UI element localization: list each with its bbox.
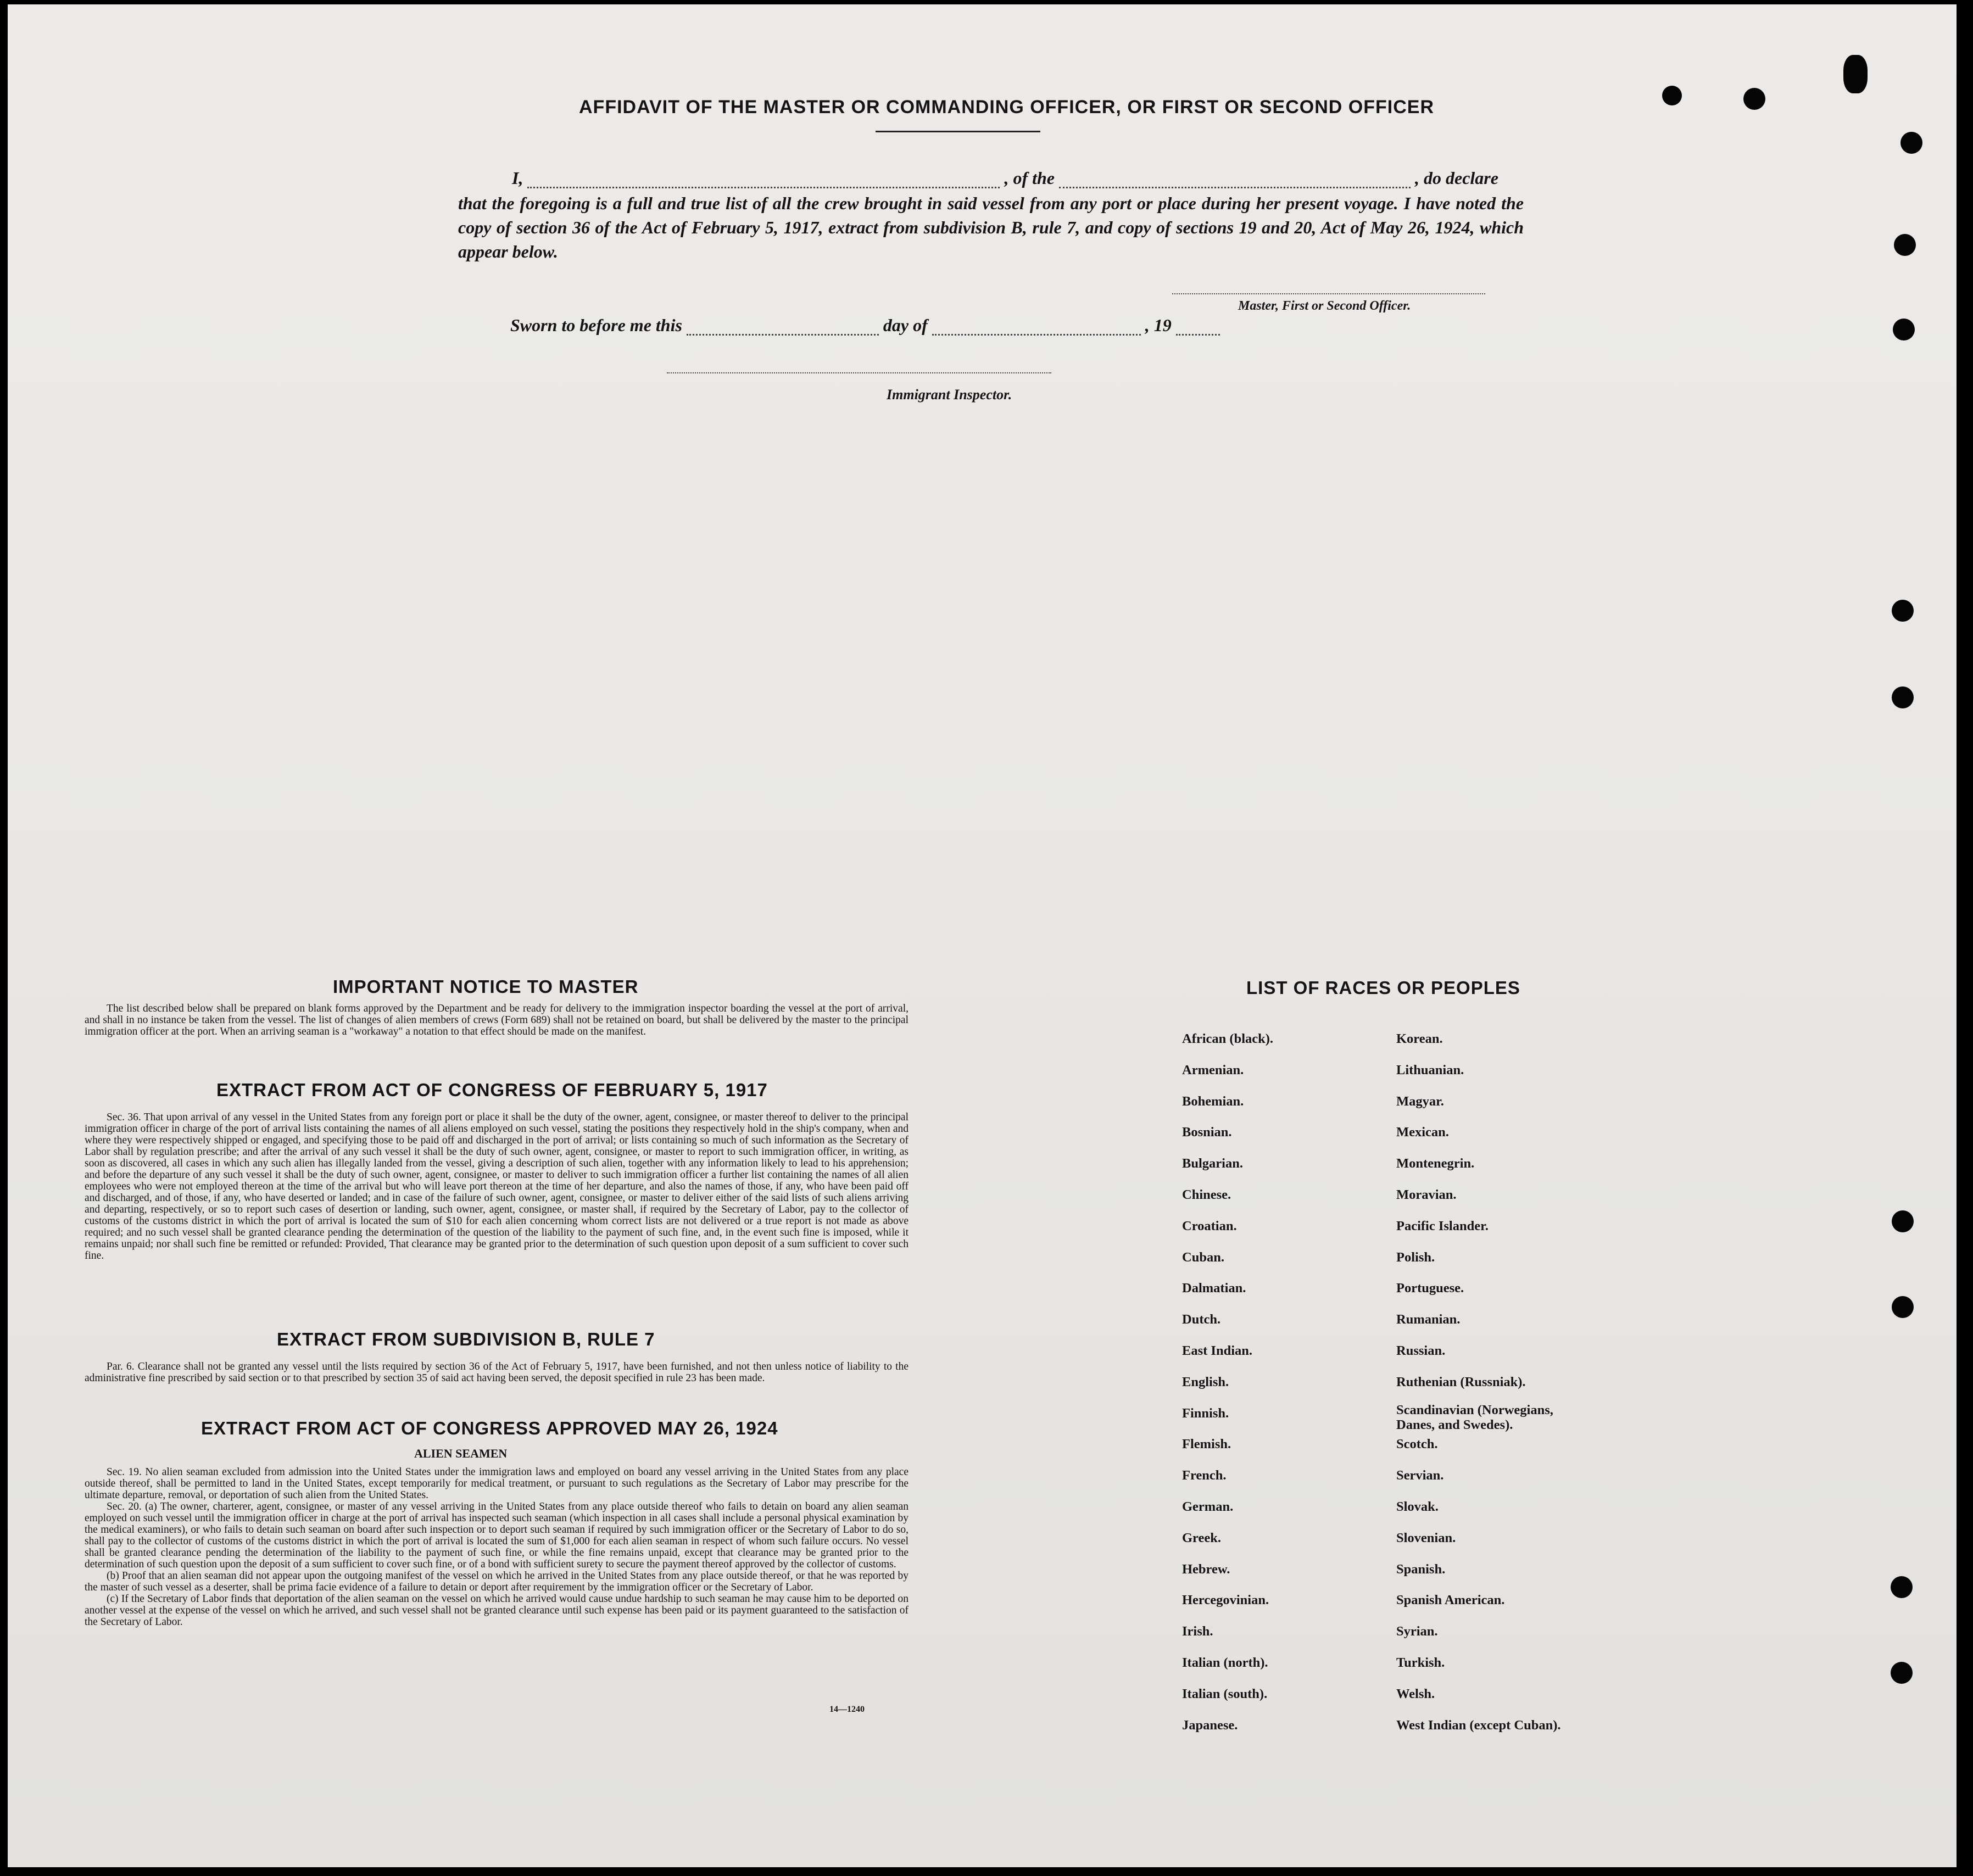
extract-1917-text-block xyxy=(85,1112,909,1261)
race-item: Spanish American. xyxy=(1396,1593,1505,1608)
sec20a-text: Sec. 20. (a) The owner, charterer, agent, consignee, or master of any vessel arriving in the United States from any place outside thereof who fails to detain on board any alien seaman employed on such vessel until the immigration officer in charge at the port of arrival has inspected such seaman (which inspection in all cases shall include a personal physical examination by the medical examiners), or who fails to detain such seaman on board after such inspection or to deport such seaman if required by such immigration officer or the Secretary of Labor to do so, shall pay to the collector of customs of the customs district in which the port of arrival is located the sum of $1,000 for each alien seaman in respect of whom such failure occurs. No vessel shall be granted clearance pending the determination of the liability to the payment of such fine, or while the fine remains unpaid, except that clearance may be granted prior to the determination of such question upon the deposit of a sum sufficient to cover such fine, or of a bond with sufficient surety to secure the payment thereof approved by the collector of customs. xyxy=(85,1501,909,1570)
race-item: Hercegovinian. xyxy=(1182,1593,1269,1608)
race-item: West Indian (except Cuban). xyxy=(1396,1717,1561,1733)
race-item: Polish. xyxy=(1396,1249,1435,1265)
race-item: Turkish. xyxy=(1396,1655,1445,1670)
race-item: Portuguese. xyxy=(1396,1281,1464,1296)
year-label: , 19 xyxy=(1145,315,1172,335)
extract-1917-title: EXTRACT FROM ACT OF CONGRESS OF FEBRUARY 5, 1917 xyxy=(216,1080,768,1100)
notice-title: IMPORTANT NOTICE TO MASTER xyxy=(333,976,639,997)
sec19-text: Sec. 19. No alien seaman excluded from admission into the United States under the immigration laws and employed on board any vessel arriving in the United States from any place outside thereof, shall be permitted to land in the United States, except temporarily for medical treatment, or pursuant to such regulations as the Secretary of Labor may prescribe for the ultimate departure, removal, or deportation of such alien from the United States. xyxy=(85,1466,909,1501)
master-signature-label: Master, First or Second Officer. xyxy=(1238,299,1411,313)
race-item: Spanish. xyxy=(1396,1561,1446,1577)
race-item: Slovak. xyxy=(1396,1499,1439,1514)
race-item: Ruthenian (Russniak). xyxy=(1396,1374,1526,1389)
binder-hole xyxy=(1900,132,1922,154)
race-item: Scotch. xyxy=(1396,1437,1438,1452)
sworn-day-field[interactable] xyxy=(687,322,879,336)
race-item: Bosnian. xyxy=(1182,1125,1232,1140)
form-number: 14—1240 xyxy=(829,1705,865,1714)
binder-hole xyxy=(1891,1662,1913,1684)
extract-1917-text: Sec. 36. That upon arrival of any vessel in the United States from any foreign port or place it shall be the duty of the owner, agent, consignee, or master thereof to deliver to the principal immigration officer in charge of the port of arrival lists containing the names of all aliens employed on such vessel, stating the positions they respectively hold in the ship's company, when and where they were respectively shipped or engaged, and specifying those to be paid off and discharged in the port of arrival; or lists containing so much of such information as the Secretary of Labor shall by regulation prescribe; and after the arrival of any such vessel it shall be the duty of such owner, agent, consignee, or master to report to such immigration officer, in writing, as soon as discovered, all cases in which any such alien has illegally landed from the vessel, giving a description of such alien, together with any information likely to lead to his apprehension; and before the departure of any such vessel it shall be the duty of such owner, agent, consignee, or master to deliver to such immigration officer a further list containing the names of all alien employees who were not employed thereon at the time of the arrival but who will leave port thereon at the time of her departure, and also the names of those, if any, who have been paid off and discharged, and of those, if any, who have deserted or landed; and in case of the failure of such owner, agent, consignee, or master to deliver either of the said lists of such aliens arriving and departing, respectively, or so to report such cases of desertion or landing, such owner, agent, consignee, or master shall, if required by the Secretary of Labor, pay to the collector of customs of the customs district in which the port of arrival is located the sum of $10 for each alien concerning whom correct lists are not delivered or a true report is not made as above required; and no such vessel shall be granted clearance pending the determination of the question of the liability to the payment of such fine, and, in the event such fine is imposed, while it remains unpaid; nor shall such fine be remitted or refunded: Provided, That clearance may be granted prior to the determination of such question upon deposit of a sum sufficient to cover such fine. xyxy=(85,1112,909,1261)
race-item: East Indian. xyxy=(1182,1343,1253,1358)
race-item: Bohemian. xyxy=(1182,1093,1244,1109)
notice-text: The list described below shall be prepared on blank forms approved by the Department and be ready for delivery to the immigration inspector boarding the vessel at the port of arrival, and shall in no instance be taken from the vessel. The list of changes of alien members of crews (Form 689) shall not be retained on board, but shall be delivered by the master to the principal immigration officer at the port. When an arriving seaman is a "workaway" a notation to that effect should be made on the manifest. xyxy=(85,1003,909,1037)
binder-hole xyxy=(1892,686,1914,708)
race-item: Rumanian. xyxy=(1396,1312,1461,1327)
race-item: Cuban. xyxy=(1182,1249,1224,1265)
race-item: Russian. xyxy=(1396,1343,1446,1358)
race-item: Scandinavian (Norwegians, Danes, and Swedes). xyxy=(1396,1402,1553,1432)
do-declare-label: , do declare xyxy=(1415,168,1498,188)
race-item: Pacific Islander. xyxy=(1396,1218,1489,1233)
race-item: Italian (south). xyxy=(1182,1686,1268,1701)
race-item: Irish. xyxy=(1182,1624,1213,1639)
declaration-text: that the foregoing is a full and true list of all the crew brought in said vessel from any port or place during her present voyage. I have noted the copy of section 36 of the Act of February 5, 1917, extract from subdivision B, rule 7, and copy of sections 19 and 20, Act of May 26, 1924, which appear below. xyxy=(458,193,1524,261)
sec20b-text: (b) Proof that an alien seaman did not appear upon the outgoing manifest of the vessel on which he arrived in the United States from any place outside thereof, or that he was reported by the master of such vessel as a deserter, shall be prima facie evidence of a failure to detain or deport after requirement by the immigration officer or the Secretary of Labor. xyxy=(85,1570,909,1593)
binder-hole xyxy=(1892,1210,1914,1232)
binder-hole xyxy=(1893,319,1915,340)
binder-hole xyxy=(1662,86,1682,105)
i-label: I, xyxy=(512,168,523,188)
of-the-label: , of the xyxy=(1004,168,1055,188)
declaration-line xyxy=(458,168,1524,188)
race-item: Chinese. xyxy=(1182,1187,1231,1202)
race-item: Magyar. xyxy=(1396,1093,1444,1109)
extract-1924-title: EXTRACT FROM ACT OF CONGRESS APPROVED MAY 26, 1924 xyxy=(201,1418,778,1438)
inspector-signature-field[interactable] xyxy=(667,372,1051,373)
race-item: Flemish. xyxy=(1182,1437,1231,1452)
race-item: Italian (north). xyxy=(1182,1655,1268,1670)
race-item: Korean. xyxy=(1396,1031,1443,1046)
race-item: Croatian. xyxy=(1182,1218,1237,1233)
binder-hole xyxy=(1892,600,1914,622)
race-item: African (black). xyxy=(1182,1031,1274,1046)
race-item: French. xyxy=(1182,1468,1227,1483)
race-item: Lithuanian. xyxy=(1396,1062,1464,1077)
race-item: Hebrew. xyxy=(1182,1561,1230,1577)
race-item: English. xyxy=(1182,1374,1229,1389)
race-item: Slovenian. xyxy=(1396,1530,1456,1545)
rule7-title: EXTRACT FROM SUBDIVISION B, RULE 7 xyxy=(277,1329,655,1349)
race-item: Syrian. xyxy=(1396,1624,1438,1639)
race-item: Greek. xyxy=(1182,1530,1221,1545)
race-item: Mexican. xyxy=(1396,1125,1449,1140)
title-divider xyxy=(876,131,1040,132)
sworn-line xyxy=(510,315,1224,336)
sworn-label: Sworn to before me this xyxy=(510,315,682,335)
master-signature-field[interactable] xyxy=(1172,293,1485,294)
day-of-label: day of xyxy=(883,315,928,335)
race-item: German. xyxy=(1182,1499,1234,1514)
race-item: Dalmatian. xyxy=(1182,1281,1246,1296)
rule7-text: Par. 6. Clearance shall not be granted any vessel until the lists required by section 36 of the Act of February 5, 1917, have been furnished, and not then unless notice of liability to the administrative fine prescribed by said section or to that prescribed by section 35 of said act having been served, the deposit specified in rule 23 has been made. xyxy=(85,1361,909,1384)
notice-text-block xyxy=(85,1003,909,1037)
binder-hole xyxy=(1894,234,1916,256)
race-item: Welsh. xyxy=(1396,1686,1435,1701)
alien-seamen-subtitle: ALIEN SEAMEN xyxy=(414,1447,508,1460)
race-item: Japanese. xyxy=(1182,1717,1238,1733)
sec20c-text: (c) If the Secretary of Labor finds that deportation of the alien seaman on the vessel on which he arrived would cause undue hardship to such seaman he may cause him to be deported on another vessel at the expense of the vessel on which he arrived, and such vessel shall not be granted clearance until such expense has been paid or its payment guaranteed to the satisfaction of the Secretary of Labor. xyxy=(85,1593,909,1628)
vessel-field[interactable] xyxy=(1059,175,1411,188)
rule7-text-block xyxy=(85,1361,909,1384)
race-item: Armenian. xyxy=(1182,1062,1244,1077)
race-item: Servian. xyxy=(1396,1468,1444,1483)
binder-hole xyxy=(1843,55,1868,93)
binder-hole xyxy=(1892,1296,1914,1318)
name-field[interactable] xyxy=(527,175,1000,188)
sworn-month-field[interactable] xyxy=(932,322,1141,336)
race-item: Montenegrin. xyxy=(1396,1156,1475,1171)
binder-hole xyxy=(1891,1576,1913,1598)
race-item: Finnish. xyxy=(1182,1405,1229,1421)
races-title: LIST OF RACES OR PEOPLES xyxy=(1246,978,1520,998)
race-item: Bulgarian. xyxy=(1182,1156,1243,1171)
extract-1924-text-block xyxy=(85,1466,909,1628)
document-sheet xyxy=(8,4,1957,1867)
sworn-year-field[interactable] xyxy=(1176,322,1220,336)
race-item: Moravian. xyxy=(1396,1187,1457,1202)
affidavit-title: AFFIDAVIT OF THE MASTER OR COMMANDING OFFICER, OR FIRST OR SECOND OFFICER xyxy=(579,97,1434,118)
binder-hole xyxy=(1743,88,1765,110)
inspector-label: Immigrant Inspector. xyxy=(887,387,1012,403)
race-item: Dutch. xyxy=(1182,1312,1221,1327)
